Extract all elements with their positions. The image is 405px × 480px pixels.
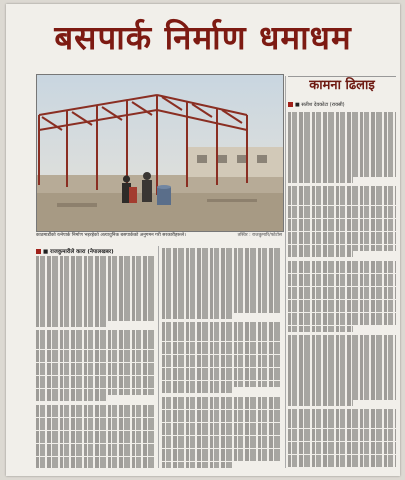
body-text-line [288, 455, 396, 461]
body-text-line [288, 112, 396, 118]
body-text-line [162, 248, 282, 254]
body-text-line [162, 300, 282, 306]
body-column-middle [162, 248, 282, 468]
body-text-line [288, 300, 396, 306]
body-text-line [162, 287, 282, 293]
body-text-line [288, 429, 396, 435]
body-text-line [288, 131, 396, 137]
body-text-line [162, 348, 282, 354]
body-text-line [162, 462, 234, 468]
body-text-line [162, 267, 282, 273]
body-text-line [288, 186, 396, 192]
byline-second [36, 247, 156, 255]
body-text-line [288, 164, 396, 170]
body-text-line [162, 313, 234, 319]
body-text-line [36, 356, 154, 362]
column-divider [285, 76, 286, 468]
body-text-line [288, 193, 396, 199]
body-text-line [288, 348, 396, 354]
body-text-line [36, 269, 154, 275]
photo-caption-text: काठमाडौंको रत्नेपार्क निर्माण भइरहेको अत्याधुनिक बसपार्कको अनुगमन गरी सरकारीहरूले। [36, 233, 186, 238]
body-text-line [288, 238, 396, 244]
body-text-line [162, 261, 282, 267]
body-text-line [162, 429, 282, 435]
body-text-line [162, 306, 282, 312]
body-column-right [288, 112, 396, 468]
body-text-line [162, 274, 282, 280]
body-text-line [36, 262, 154, 268]
body-text-line [288, 393, 396, 399]
article-photo [36, 74, 284, 232]
body-text-line [36, 405, 154, 411]
body-text-line [288, 125, 396, 131]
article-subheadline: कामना ढिलाइ [309, 78, 375, 93]
body-text-line [162, 329, 282, 335]
body-text-line [288, 151, 396, 157]
body-text-line [288, 212, 396, 218]
body-text-line [162, 436, 282, 442]
body-text-line [288, 251, 353, 257]
construction-site-image [37, 75, 283, 231]
body-text-line [36, 295, 154, 301]
body-text-line [288, 319, 396, 325]
body-text-line [36, 411, 154, 417]
body-text-line [288, 354, 396, 360]
body-text-line [162, 368, 282, 374]
body-text-line [288, 442, 396, 448]
body-text-line [162, 374, 282, 380]
bullet-square-icon [36, 249, 41, 254]
body-text-line [288, 367, 396, 373]
body-text-line [288, 206, 396, 212]
body-text-line [36, 369, 154, 375]
body-text-line [162, 361, 282, 367]
body-text-line [288, 287, 396, 293]
article-headline: बसपार्क निर्माण धमाधम [54, 18, 352, 57]
column-divider [158, 246, 159, 468]
body-text-line [36, 376, 154, 382]
body-text-line [162, 280, 282, 286]
photo-credit: तस्विर : राजकुमारि/फोटोस [237, 233, 282, 238]
body-text-line [162, 449, 282, 455]
body-text-line [288, 293, 396, 299]
body-text-line [288, 225, 396, 231]
body-text-line [288, 448, 396, 454]
body-text-line [288, 416, 396, 422]
subhead-divider [288, 76, 396, 77]
body-text-line [288, 274, 396, 280]
body-text-line [36, 288, 154, 294]
body-text-line [162, 416, 282, 422]
body-text-line [288, 400, 353, 406]
body-text-line [162, 387, 234, 393]
body-column-left [36, 256, 154, 468]
body-text-line [36, 282, 154, 288]
body-text-line [162, 403, 282, 409]
body-text-line [162, 342, 282, 348]
body-text-line [162, 442, 282, 448]
body-text-line [36, 256, 154, 262]
body-text-line [288, 422, 396, 428]
body-text-line [288, 118, 396, 124]
body-text-line [162, 254, 282, 260]
newspaper-page [6, 4, 400, 476]
body-text-line [36, 450, 154, 456]
body-text-line [36, 321, 107, 327]
body-text-line [36, 343, 154, 349]
body-text-line [36, 395, 107, 401]
byline-main-text: ■ सतीश देवकोटा (रायसी) [295, 102, 345, 108]
body-text-line [36, 389, 154, 395]
body-text-line [36, 308, 154, 314]
body-text-line [36, 431, 154, 437]
body-text-line [288, 157, 396, 163]
byline-main [288, 102, 396, 108]
body-text-line [288, 199, 396, 205]
body-text-line [288, 361, 396, 367]
bullet-square-icon [288, 102, 293, 107]
body-text-line [162, 397, 282, 403]
body-text-line [36, 463, 154, 468]
body-text-line [162, 381, 282, 387]
body-text-line [288, 280, 396, 286]
body-text-line [36, 350, 154, 356]
byline-second-text: ■ राजकुमारीले कारा (नेपालखबर) [43, 249, 114, 255]
body-text-line [288, 245, 396, 251]
body-text-line [36, 418, 154, 424]
body-text-line [288, 335, 396, 341]
body-text-line [288, 461, 396, 467]
body-text-line [288, 170, 396, 176]
body-text-line [288, 219, 396, 225]
body-text-line [288, 326, 353, 332]
photo-caption [36, 233, 282, 239]
body-text-line [288, 138, 396, 144]
body-text-line [162, 355, 282, 361]
body-text-line [36, 363, 154, 369]
body-text-line [162, 423, 282, 429]
body-text-line [36, 457, 154, 463]
body-text-line [288, 306, 396, 312]
body-text-line [288, 177, 353, 183]
body-text-line [36, 314, 154, 320]
body-text-line [162, 335, 282, 341]
body-text-line [162, 455, 282, 461]
body-text-line [288, 435, 396, 441]
body-text-line [288, 341, 396, 347]
body-text-line [288, 387, 396, 393]
body-text-line [36, 437, 154, 443]
body-text-line [162, 322, 282, 328]
body-text-line [288, 313, 396, 319]
body-text-line [288, 409, 396, 415]
body-text-line [36, 330, 154, 336]
body-text-line [36, 275, 154, 281]
body-text-line [288, 261, 396, 267]
body-text-line [288, 267, 396, 273]
body-text-line [36, 424, 154, 430]
body-text-line [162, 410, 282, 416]
body-text-line [288, 374, 396, 380]
body-text-line [36, 444, 154, 450]
body-text-line [288, 232, 396, 238]
body-text-line [288, 380, 396, 386]
body-text-line [288, 144, 396, 150]
body-text-line [36, 301, 154, 307]
body-text-line [162, 293, 282, 299]
body-text-line [36, 337, 154, 343]
body-text-line [36, 382, 154, 388]
